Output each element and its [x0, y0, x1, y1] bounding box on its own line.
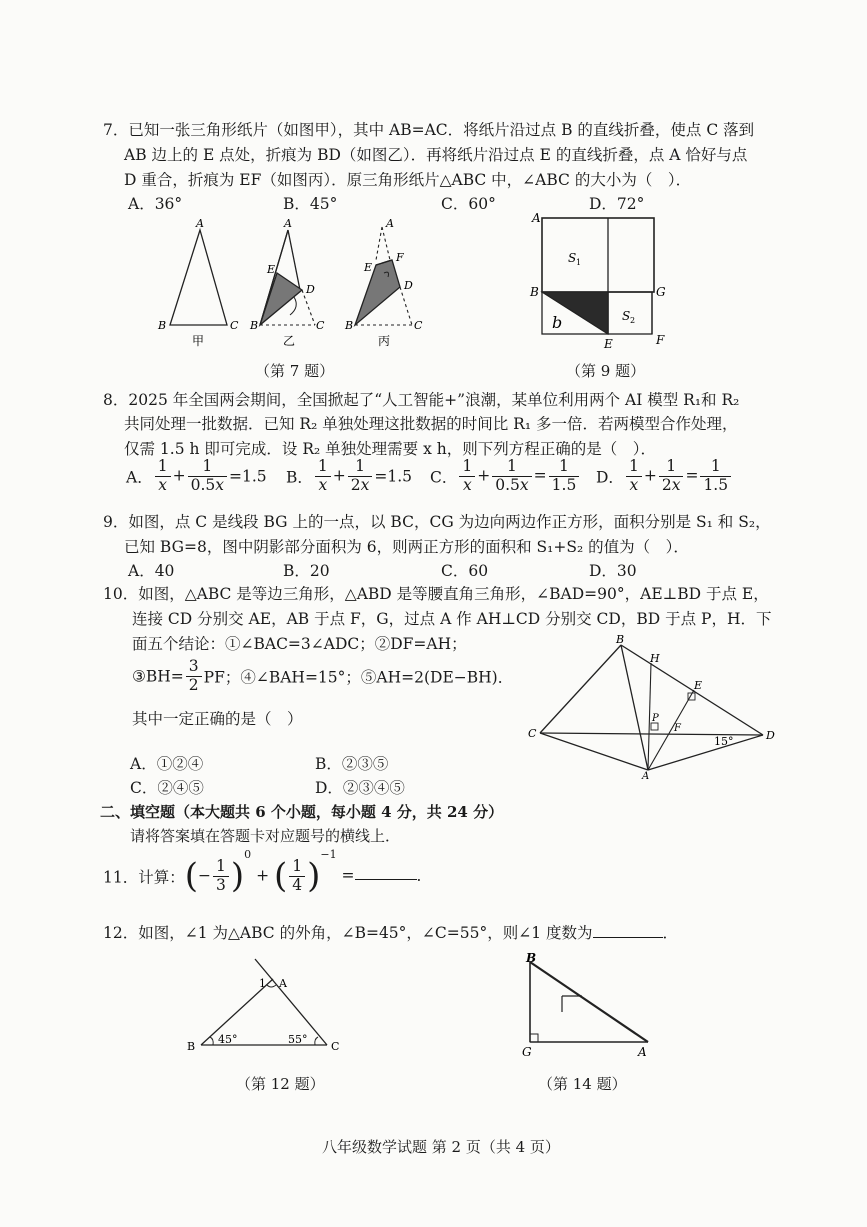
q7-label-yi: 乙 [283, 334, 296, 348]
svg-text:A: A [638, 1045, 647, 1059]
q7-figures [150, 215, 450, 355]
q10-line-4: ③BH= $\frac{3}{2}$ PF；④∠BAH=15°；⑤AH=2(DE−BH)． [132, 657, 514, 694]
svg-text:S: S [568, 251, 577, 265]
q11-line: 11．计算：(− $\frac{1}{3}$ )$^0$ + ( $\frac{1}{4}$ )$^{-1}$ = ． [103, 848, 433, 897]
svg-text:A: A [196, 217, 204, 230]
svg-text:C: C [316, 319, 325, 332]
q7-option-c: C．60° [441, 195, 496, 213]
svg-text:E: E [694, 679, 703, 692]
q10-option-d: D．②③④⑤ [315, 779, 405, 797]
q7-line-3: D 重合，折痕为 EF（如图丙）．原三角形纸片△ABC 中，∠ABC 的大小为（ ）． [124, 171, 692, 189]
q7-label-jia: 甲 [192, 334, 205, 348]
q7-caption: （第 7 题） [255, 362, 335, 380]
svg-text:B: B [187, 1040, 196, 1053]
q7-label-bing: 丙 [378, 334, 391, 348]
section2-note: 请将答案填在答题卡对应题号的横线上． [130, 827, 401, 845]
q10-figure [528, 635, 778, 780]
svg-text:B: B [158, 319, 167, 332]
svg-text:G: G [522, 1045, 532, 1059]
section2-title: 二、填空题（本大题共 6 个小题，每小题 4 分，共 24 分） [100, 803, 504, 821]
svg-text:D: D [404, 279, 413, 292]
svg-text:B: B [526, 951, 537, 965]
q9-option-d: D．30 [589, 562, 637, 580]
svg-text:D: D [766, 729, 775, 742]
svg-text:A: A [279, 977, 287, 990]
q7-option-d: D．72° [589, 195, 645, 213]
svg-text:B: B [250, 319, 259, 332]
q8-option-b: B． $\frac{1}{x}$ + $\frac{1}{2x}$ =1.5 [286, 457, 413, 494]
q7-figure-bing [344, 217, 423, 348]
svg-text:A: A [386, 217, 394, 230]
svg-text:F: F [396, 251, 404, 264]
svg-text:1: 1 [576, 258, 582, 267]
svg-text:A: A [284, 217, 292, 230]
svg-text:C: C [230, 319, 239, 332]
q9-option-b: B．20 [283, 562, 330, 580]
q8-line-3: 仅需 1.5 h 即可完成．设 R₂ 单独处理需要 x h，则下列方程正确的是（ ）． [124, 440, 656, 458]
svg-text:P: P [652, 713, 659, 724]
page-footer: 八年级数学试题 第 2 页（共 4 页） [322, 1138, 560, 1156]
q8-option-c: C． $\frac{1}{x}$ + $\frac{1}{0.5x}$ = $\frac{1}{1.5}$ [430, 458, 581, 495]
q14-figure [510, 950, 670, 1060]
svg-text:S: S [622, 309, 631, 323]
svg-text:1: 1 [259, 977, 266, 990]
q9-option-c: C．60 [441, 562, 489, 580]
q12-angle-b: 45° [218, 1033, 238, 1046]
q14-caption: （第 14 题） [538, 1075, 627, 1093]
svg-text:C: C [331, 1040, 340, 1053]
svg-text:2: 2 [630, 316, 636, 325]
svg-text:F: F [674, 723, 681, 734]
svg-text:H: H [650, 652, 660, 665]
q8-line-1: 8．2025 年全国两会期间，全国掀起了“人工智能+”浪潮，某单位利用两个 AI 模型 R₁和 R₂ [103, 391, 740, 409]
q7-option-b: B．45° [283, 195, 338, 213]
svg-text:E: E [604, 337, 613, 351]
q10-line-3: 面五个结论：①∠BAC=3∠ADC；②DF=AH； [132, 635, 467, 653]
svg-text:A: A [642, 771, 650, 780]
svg-text:C: C [414, 319, 423, 332]
svg-text:C: C [528, 727, 537, 740]
q11-answer-blank[interactable] [355, 865, 417, 880]
q12-caption: （第 12 题） [236, 1075, 325, 1093]
q8-line-2: 共同处理一批数据．已知 R₂ 单独处理这批数据的时间比 R₁ 多一倍．若两模型合作处理， [124, 415, 738, 433]
q7-line-1: 7．已知一张三角形纸片（如图甲），其中 AB=AC．将纸片沿过点 B 的直线折叠，使点 C 落到 [103, 121, 755, 139]
q7-option-a: A．36° [128, 195, 183, 213]
svg-text:E: E [364, 261, 373, 274]
svg-text:B: B [616, 635, 625, 646]
svg-text:15°: 15° [714, 735, 734, 748]
q12-figure [185, 955, 345, 1055]
q12-angle-c: 55° [288, 1033, 308, 1046]
q10-option-c: C．②④⑤ [130, 779, 204, 797]
svg-text:A: A [532, 211, 541, 225]
q10-option-a: A．①②④ [130, 755, 204, 773]
svg-text:F: F [656, 333, 665, 347]
svg-text:B: B [530, 285, 539, 299]
svg-text:E: E [267, 263, 276, 276]
q7-line-2: AB 边上的 E 点处，折痕为 BD（如图乙）．再将纸片沿过点 E 的直线折叠，点 A 恰好与点 [124, 146, 748, 164]
q9-figure [528, 210, 678, 355]
q9-line-1: 9．如图，点 C 是线段 BG 上的一点，以 BC，CG 为边向两边作正方形，面积分别是 S₁ 和 S₂， [103, 513, 771, 531]
svg-text:b: b [552, 313, 563, 332]
q9-option-a: A．40 [128, 562, 175, 580]
q10-option-b: B．②③⑤ [315, 755, 389, 773]
q12-answer-blank[interactable] [593, 923, 663, 938]
q9-line-2: 已知 BG=8，图中阴影部分面积为 6，则两正方形的面积和 S₁+S₂ 的值为（ ）． [124, 538, 689, 556]
svg-text:G: G [656, 285, 666, 299]
q7-figure-jia [157, 217, 239, 348]
q10-line-5: 其中一定正确的是（ ） [132, 710, 303, 728]
q8-option-a: A． $\frac{1}{x}$ + $\frac{1}{0.5x}$ =1.5 [126, 457, 267, 494]
q9-caption: （第 9 题） [566, 362, 646, 380]
q10-line-1: 10．如图，△ABC 是等边三角形，△ABD 是等腰直角三角形，∠BAD=90°，AE⊥BD 于点 E， [103, 585, 769, 603]
svg-text:D: D [306, 283, 315, 296]
svg-text:B: B [345, 319, 354, 332]
q12-line: 12．如图，∠1 为△ABC 的外角，∠B=45°，∠C=55°，则∠1 度数为 ． [103, 924, 679, 942]
q8-option-d: D． $\frac{1}{x}$ + $\frac{1}{2x}$ = $\frac{1}{1.5}$ [596, 458, 733, 495]
q10-line-2: 连接 CD 分别交 AE，AB 于点 F，G，过点 A 作 AH⊥CD 分别交 CD，BD 于点 P，H．下 [132, 610, 772, 628]
q7-figure-yi [249, 217, 325, 348]
